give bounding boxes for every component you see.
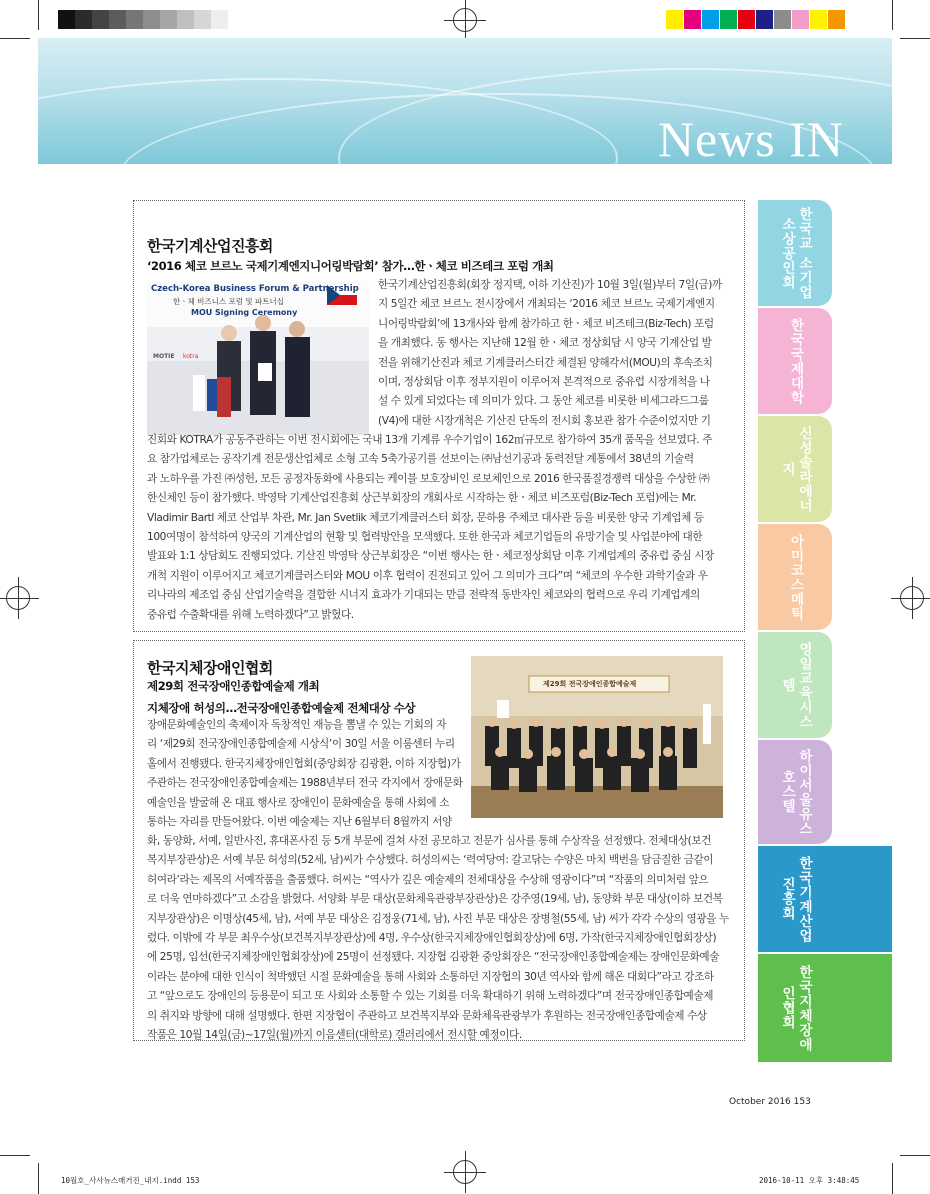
article-subtitle: 제29회 전국장애인종합예술제 개최 bbox=[147, 679, 320, 693]
article-photo bbox=[147, 281, 369, 435]
text-line: 중유럽 수출확대를 위해 노력하겠다”고 밝혔다. bbox=[147, 608, 354, 621]
text-line: 주관하는 전국장애인종합예술제는 1988년부터 전국 각지에서 장애문화 bbox=[147, 777, 463, 790]
header-banner bbox=[38, 38, 892, 164]
crop-mark bbox=[0, 1155, 30, 1156]
text-line: 렸다. 이밖에 각 부문 최우수상(보건복지부장관상)에 4명, 우수상(한국지체장애인협회장상)에 6명, 가작(한국지체장애인협회장상) bbox=[147, 932, 717, 945]
article-body bbox=[147, 716, 465, 832]
section-title: News IN bbox=[657, 111, 844, 164]
gray-swatch bbox=[194, 10, 211, 29]
text-line: 이며, 정상회담 이후 정부지원이 이루어져 본격적으로 중유럽 시장개척을 나 bbox=[378, 376, 710, 389]
side-tab-label: 영일교육시스템 bbox=[779, 641, 812, 729]
text-line: 리 ‘제29회 전국장애인종합예술제 시상식’이 30일 서울 이룸센터 누리 bbox=[147, 738, 455, 751]
text-line: 지부장관상)은 이명상(45세, 남), 서예 부문 대상은 김정웅(71세, 남), 사진 부문 대상은 장병철(55세, 남) 씨가 각각 수상의 영광을 누 bbox=[147, 912, 729, 925]
text-line: 리나라의 제조업 중심 산업기술력을 결합한 시너지 효과가 기대되는 만큼 전략적 동반자인 체코와의 협력으로 우리 기계업계의 bbox=[147, 589, 700, 602]
timestamp-slug: 2016-10-11 오후 3:48:45 bbox=[759, 1176, 860, 1185]
gray-swatch bbox=[160, 10, 177, 29]
gray-swatch bbox=[109, 10, 126, 29]
text-line: 발표와 1:1 상담회도 진행되었다. 기산진 박영탁 상근부회장은 “이번 행사는 한ㆍ체코정상회담 이후 기계업계의 중유럽 중심 시장 bbox=[147, 550, 714, 563]
color-swatch bbox=[666, 10, 683, 29]
article-title: 한국지체장애인협회 bbox=[147, 659, 273, 677]
text-line: 로 더욱 연마하겠다”고 소감을 밝혔다. 서양화 부문 대상(문화체육관광부장관상)은 강주영(19세, 남), 동양화 부문 대상(이하 보건복 bbox=[147, 893, 723, 906]
color-swatch bbox=[828, 10, 845, 29]
side-tab-label: 한국기계산업진흥회 bbox=[779, 855, 812, 943]
text-line: 100여명이 참석하여 양국의 기계산업의 현황 및 협력방안을 모색했다. 또한 한국과 체코기업들의 유망기술 및 사업분야에 대한 bbox=[147, 531, 703, 544]
article-body bbox=[147, 832, 732, 1045]
registration-mark bbox=[900, 586, 924, 610]
text-line: 개척 지원이 이루어지고 체코기계클러스터와 MOU 이후 협력이 진전되고 있어 그 의미가 크다”며 “체코의 우수한 과학기술과 우 bbox=[147, 569, 708, 582]
file-slug: 10월호_사사뉴스매거진_내지.indd 153 bbox=[61, 1176, 200, 1185]
crop-mark bbox=[0, 38, 30, 39]
side-tab[interactable] bbox=[758, 846, 892, 952]
text-line: 지 5일간 체코 브르노 전시장에서 개최되는 ‘2016 체코 브르노 국제기계엔지 bbox=[378, 298, 715, 311]
side-tab-label: 하이서울유스호스텔 bbox=[779, 748, 812, 836]
text-line: 통하는 자리를 만들어왔다. 이번 예술제는 지난 6월부터 8월까지 서양 bbox=[147, 816, 452, 829]
article-body bbox=[378, 276, 730, 431]
registration-mark bbox=[453, 8, 477, 32]
text-line: 장애문화예술인의 축제이자 독창적인 재능을 뽐낼 수 있는 기회의 자 bbox=[147, 719, 447, 731]
text-line: 고 “앞으로도 장애인의 등용문이 되고 또 사회와 소통할 수 있는 기회를 더욱 확대하기 위해 노력하겠다”며 전국장애인종합예술제 bbox=[147, 990, 714, 1003]
text-line: 화, 동양화, 서예, 일반사진, 휴대폰사진 등 5개 부문에 걸쳐 사전 공모하고 전문가 심사를 통해 수상작을 선정했다. 전체대상(보건 bbox=[147, 835, 712, 847]
side-tab-label: 한국국제대학 bbox=[787, 317, 804, 405]
crop-mark bbox=[900, 38, 930, 39]
gray-swatch bbox=[75, 10, 92, 29]
side-tab[interactable] bbox=[758, 740, 832, 844]
gray-swatch bbox=[177, 10, 194, 29]
text-line: 허여라’라는 제목의 서예작품을 출품했다. 허씨는 “역사가 깊은 예술제의 전체대상을 수상해 영광이다”며 “작품의 의미처럼 앞으 bbox=[147, 873, 709, 886]
side-tab[interactable] bbox=[758, 632, 832, 738]
article-subtitle: ‘2016 체코 브르노 국제기계엔지니어링박람회’ 참가…한ㆍ체코 비즈테크 포럼 개최 bbox=[147, 259, 554, 273]
text-line: 진회와 KOTRA가 공동주관하는 이번 전시회에는 국내 13개 기계류 우수기업이 162㎡규모로 참가하여 35개 품목을 선보였다. 주 bbox=[147, 434, 713, 446]
color-swatch bbox=[702, 10, 719, 29]
text-line: (V4)에 대한 시장개척은 기산진 단독의 전시회 홍보관 참가 수준이었지만 기 bbox=[378, 414, 711, 427]
text-line: 한신체인 등이 참가했다. 박영탁 기계산업진흥회 상근부회장의 개회사로 시작하는 한ㆍ체코 비즈포럼(Biz-Tech 포럼)에는 Mr. bbox=[147, 492, 697, 505]
gray-swatch bbox=[126, 10, 143, 29]
crop-mark bbox=[892, 0, 893, 30]
side-tab-label: 한국지체장애인협회 bbox=[779, 964, 812, 1052]
color-swatch bbox=[756, 10, 773, 29]
text-line: 예술인을 발굴해 온 대표 행사로 장애인이 문화예술을 통해 사회에 소 bbox=[147, 796, 450, 809]
side-tab[interactable] bbox=[758, 416, 832, 522]
color-swatch bbox=[774, 10, 791, 29]
registration-mark bbox=[453, 1160, 477, 1184]
color-swatch bbox=[684, 10, 701, 29]
color-swatch bbox=[810, 10, 827, 29]
article-body bbox=[147, 431, 732, 625]
text-line: 이라는 분야에 대한 인식이 척박했던 시절 문화예술을 통해 사회와 소통하던 지장협의 30년 역사와 함께 해온 대회다”라고 강조하 bbox=[147, 970, 714, 983]
side-tab[interactable] bbox=[758, 200, 832, 306]
article-subtitle: 지체장애 허성의…전국장애인종합예술제 전체대상 수상 bbox=[147, 701, 416, 715]
color-swatch bbox=[792, 10, 809, 29]
photo-banner-text: MOU Signing Ceremony bbox=[191, 308, 298, 317]
text-line: 을 개최했다. 동 행사는 지난해 12월 한ㆍ체코 정상회담 시 양국 기계산업 발 bbox=[378, 337, 712, 350]
side-tab-label: 아미코스메틱 bbox=[787, 533, 804, 621]
crop-mark bbox=[900, 1155, 930, 1156]
color-swatch bbox=[738, 10, 755, 29]
side-tab-label: 한국교 소기업소상공인회 bbox=[779, 206, 812, 300]
text-line: 홀에서 진행됐다. 한국지체장애인협회(중앙회장 김광환, 이하 지장협)가 bbox=[147, 757, 461, 770]
photo-logo-text: kotra bbox=[183, 353, 199, 360]
side-tab-label: 신성솔라에너지 bbox=[779, 425, 812, 513]
registration-mark bbox=[6, 586, 30, 610]
side-tab[interactable] bbox=[758, 524, 832, 630]
gray-swatch bbox=[211, 10, 228, 29]
article-photo bbox=[471, 656, 723, 818]
crop-mark bbox=[892, 1163, 893, 1194]
text-line: Vladimir Bartl 체코 산업부 차관, Mr. Jan Svetlik 체코기계클러스터 회장, 문하용 주체코 대사관 등을 비롯한 양국 기계업체 등 bbox=[147, 511, 704, 524]
text-line: 의 취지와 방향에 대해 설명했다. 한편 지장협이 주관하고 보건복지부와 문화체육관광부가 후원하는 전국장애인종합예술제 수상 bbox=[147, 1009, 707, 1022]
text-line: 과 노하우를 가진 ㈜성헌, 모든 공정자동화에 사용되는 케이블 보호장비인 로보체인으로 2016 한국품질경쟁력 대상을 수상한 ㈜ bbox=[147, 472, 710, 485]
text-line: 요 참가업체로는 공작기계 전문생산업체로 소형 고속 5축가공기를 선보이는 ㈜남선기공과 동력전달 계통에서 38년의 기술력 bbox=[147, 453, 694, 466]
article-title: 한국기계산업진흥회 bbox=[147, 237, 273, 255]
text-line: 전을 위해기산진과 체코 기계클러스터간 체결된 양해각서(MOU)의 후속조치 bbox=[378, 356, 713, 369]
side-tab[interactable] bbox=[758, 308, 832, 414]
photo-logo-text: MOTIE bbox=[153, 353, 175, 360]
text-line: 니어링박람회’에 13개사와 함께 참가하고 한ㆍ체코 비즈테크(Biz-Tech) 포럼 bbox=[378, 317, 714, 330]
text-line: 작품은 10월 14일(금)~17일(월)까지 이음센터(대학로) 갤러리에서 전시할 예정이다. bbox=[147, 1029, 522, 1042]
text-line: 에 25명, 입선(한국지체장애인협회장상)에 25명이 선정됐다. 지장협 김광환 중앙회장은 “전국장애인종합예술제는 장애인문화예술 bbox=[147, 951, 720, 964]
text-line: 설 수 있게 되었다는 데 의미가 있다. 그 동안 체코를 비롯한 비세그라드그룹 bbox=[378, 395, 709, 408]
photo-banner-text: Czech-Korea Business Forum & Partnership bbox=[151, 284, 359, 294]
text-line: 복지부장관상)은 서예 부문 허성의(52세, 남)씨가 수상했다. 허성의씨는 ‘력여당여: 갈고닦는 수양은 마치 백번을 담금질한 금같이 bbox=[147, 854, 714, 867]
page-number: October 2016 153 bbox=[729, 1097, 811, 1107]
crop-mark bbox=[38, 0, 39, 30]
gray-swatch bbox=[143, 10, 160, 29]
gray-swatch bbox=[92, 10, 109, 29]
photo-banner-text: 한ㆍ체 비즈니스 포럼 및 파트너십 bbox=[173, 297, 284, 306]
text-line: 한국기계산업진흥회(회장 정지택, 이하 기산진)가 10월 3일(월)부터 7일(금)까 bbox=[378, 279, 722, 291]
crop-mark bbox=[38, 1163, 39, 1194]
gray-swatch bbox=[58, 10, 75, 29]
color-swatch bbox=[720, 10, 737, 29]
photo-banner-text: 제29회 전국장애인종합예술제 bbox=[543, 680, 637, 688]
side-tab[interactable] bbox=[758, 954, 892, 1062]
